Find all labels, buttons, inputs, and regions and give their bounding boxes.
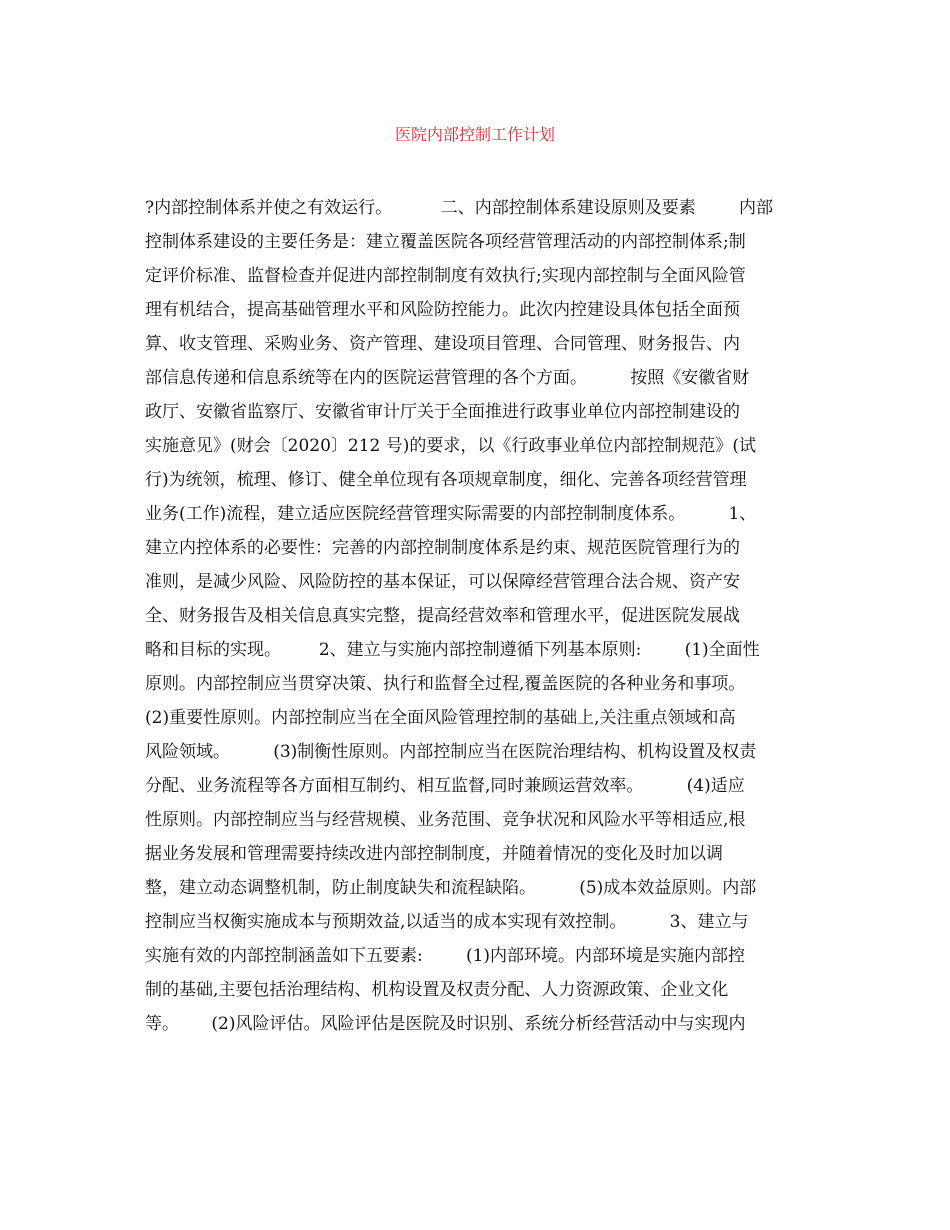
text-line: 全、财务报告及相关信息真实完整，提高经营效率和管理水平，促进医院发展战 [145,606,740,626]
text-line: 性原则。内部控制应当与经营规模、业务范围、竞争状况和风险水平等相适应,根 [145,810,746,830]
text-line: 理有机结合，提高基础管理水平和风险防控能力。此次内控建设具体包括全面预 [145,300,740,320]
text-line: (2)重要性原则。内部控制应当在全面风险管理控制的基础上,关注重点领域和高 [145,708,736,728]
text-line: 算、收支管理、采购业务、资产管理、建设项目管理、合同管理、财务报告、内 [145,334,740,354]
text-line: 实施有效的内部控制涵盖如下五要素: (1)内部环境。内部环境是实施内部控 [145,946,746,966]
text-line: 部信息传递和信息系统等在内的医院运营管理的各个方面。 按照《安徽省财 [145,368,750,388]
text-line: 行)为统领，梳理、修订、健全单位现有各项规章制度，细化、完善各项经营管理 [145,470,747,490]
text-line: 分配、业务流程等各方面相互制约、相互监督,同时兼顾运营效率。 (4)适应 [145,776,745,796]
text-line: 控制体系建设的主要任务是：建立覆盖医院各项经营管理活动的内部控制体系;制 [145,232,746,252]
text-line: 建立内控体系的必要性：完善的内部控制制度体系是约束、规范医院管理行为的 [145,538,740,558]
text-line: 政厅、安徽省监察厅、安徽省审计厅关于全面推进行政事业单位内部控制建设的 [145,402,740,422]
text-line: 风险领域。 (3)制衡性原则。内部控制应当在医院治理结构、机构设置及权责 [145,742,757,762]
text-line: 业务(工作)流程，建立适应医院经营管理实际需要的内部控制制度体系。 1、 [145,504,757,524]
text-line: ?内部控制体系并使之有效运行。 二、内部控制体系建设原则及要素 内部 [145,198,773,218]
document-body [145,196,810,1046]
text-line: 等。 (2)风险评估。风险评估是医院及时识别、系统分析经营活动中与实现内 [145,1014,746,1034]
text-line: 准则，是减少风险、风险防控的基本保证，可以保障经营管理合法合规、资产安 [145,572,740,592]
text-line: 据业务发展和管理需要持续改进内部控制制度，并随着情况的变化及时加以调 [145,844,723,864]
text-line: 实施意见》(财会〔2020〕212 号)的要求，以《行政事业单位内部控制规范》(试 [145,436,757,456]
text-line: 整，建立动态调整机制，防止制度缺失和流程缺陷。 (5)成本效益原则。内部 [145,878,757,898]
document-title: 医院内部控制工作计划 [394,125,555,144]
text-line: 制的基础,主要包括治理结构、机构设置及权责分配、人力资源政策、企业文化 [145,980,729,1000]
text-line: 控制应当权衡实施成本与预期效益,以适当的成本实现有效控制。 3、建立与 [145,912,749,932]
text-line: 原则。内部控制应当贯穿决策、执行和监督全过程,覆盖医院的各种业务和事项。 [145,674,746,694]
text-line: 定评价标准、监督检查并促进内部控制制度有效执行;实现内部控制与全面风险管 [145,266,746,286]
text-line: 略和目标的实现。 2、建立与实施内部控制遵循下列基本原则: (1)全面性 [145,640,760,660]
